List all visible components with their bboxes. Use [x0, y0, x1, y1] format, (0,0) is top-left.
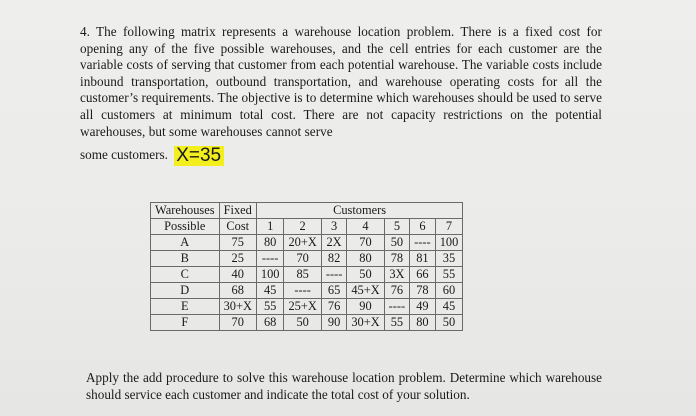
header-fixed: Fixed	[219, 203, 256, 219]
cost-cell: 45+X	[347, 283, 384, 299]
table-row	[151, 315, 463, 331]
fixed-cost-cell: 68	[219, 283, 256, 299]
cost-cell: 50	[284, 315, 321, 331]
cost-cell: 70	[347, 235, 384, 251]
cost-cell: 90	[321, 315, 347, 331]
problem-statement: 4. The following matrix represents a warehouse location problem. There is a fixed cost for opening any of the five possible warehouses, and the cell entries for each customer are the variable costs of serving that customer from each potential warehouse. The variable costs include inbound transportation, outbound transportation, and warehouse operating costs for all the customer’s requirements. The objective is to determine which warehouses should be used to serve all customers at minimum total cost. There are not capacity restrictions on the potential warehouses, but some warehouses cannot serve	[80, 24, 602, 139]
warehouse-label: D	[151, 283, 220, 299]
table-row	[151, 251, 463, 267]
cost-matrix-table	[150, 202, 463, 331]
instruction-text: Apply the add procedure to solve this warehouse location problem. Determine which warehouse should service each customer and indicate the total cost of your solution.	[86, 370, 602, 402]
cost-cell: 50	[435, 315, 463, 331]
warehouse-label: E	[151, 299, 220, 315]
cost-cell: 50	[347, 267, 384, 283]
header-possible: Possible	[151, 219, 220, 235]
cost-cell: 80	[347, 251, 384, 267]
cost-cell: 20+X	[284, 235, 321, 251]
cost-cell: 25+X	[284, 299, 321, 315]
cost-cell: 82	[321, 251, 347, 267]
cost-cell: 100	[435, 235, 463, 251]
cost-cell: 80	[410, 315, 436, 331]
cost-cell: ----	[410, 235, 436, 251]
warehouse-label: F	[151, 315, 220, 331]
customer-number: 3	[321, 219, 347, 235]
table-row	[151, 283, 463, 299]
table-row	[151, 267, 463, 283]
cost-cell: 66	[410, 267, 436, 283]
fixed-cost-cell: 70	[219, 315, 256, 331]
table-row	[151, 299, 463, 315]
customer-number: 7	[435, 219, 463, 235]
cost-cell: 60	[435, 283, 463, 299]
cost-cell: 45	[256, 283, 284, 299]
warehouse-label: C	[151, 267, 220, 283]
cost-cell: ----	[384, 299, 410, 315]
cost-cell: 65	[321, 283, 347, 299]
customer-number: 1	[256, 219, 284, 235]
problem-last-line	[80, 146, 224, 166]
cost-cell: 45	[435, 299, 463, 315]
cost-cell: 70	[284, 251, 321, 267]
cost-cell: 68	[256, 315, 284, 331]
customer-number: 6	[410, 219, 436, 235]
cost-cell: 90	[347, 299, 384, 315]
header-warehouses: Warehouses	[151, 203, 220, 219]
cost-cell: 80	[256, 235, 284, 251]
table-subheader-row	[151, 219, 463, 235]
fixed-cost-cell: 75	[219, 235, 256, 251]
warehouse-label: A	[151, 235, 220, 251]
cost-cell: 50	[384, 235, 410, 251]
cost-cell: 76	[384, 283, 410, 299]
cost-cell: 78	[384, 251, 410, 267]
highlighted-value: X=35	[174, 146, 224, 166]
cost-cell: 30+X	[347, 315, 384, 331]
cost-cell: ----	[284, 283, 321, 299]
table-row	[151, 235, 463, 251]
fixed-cost-cell: 40	[219, 267, 256, 283]
cost-cell: 78	[410, 283, 436, 299]
customer-number: 4	[347, 219, 384, 235]
fixed-cost-cell: 30+X	[219, 299, 256, 315]
cost-cell: 2X	[321, 235, 347, 251]
cost-cell: 85	[284, 267, 321, 283]
customer-number: 5	[384, 219, 410, 235]
header-cost: Cost	[219, 219, 256, 235]
header-customers: Customers	[256, 203, 462, 219]
table-header-row	[151, 203, 463, 219]
cost-cell: 55	[384, 315, 410, 331]
cost-cell: 81	[410, 251, 436, 267]
customer-number: 2	[284, 219, 321, 235]
last-line-text: some customers.	[80, 147, 168, 162]
cost-cell: 55	[435, 267, 463, 283]
cost-cell: 35	[435, 251, 463, 267]
fixed-cost-cell: 25	[219, 251, 256, 267]
cost-cell: ----	[256, 251, 284, 267]
cost-cell: 55	[256, 299, 284, 315]
cost-cell: 76	[321, 299, 347, 315]
cost-cell: 49	[410, 299, 436, 315]
cost-cell: 100	[256, 267, 284, 283]
cost-cell: 3X	[384, 267, 410, 283]
warehouse-label: B	[151, 251, 220, 267]
cost-cell: ----	[321, 267, 347, 283]
